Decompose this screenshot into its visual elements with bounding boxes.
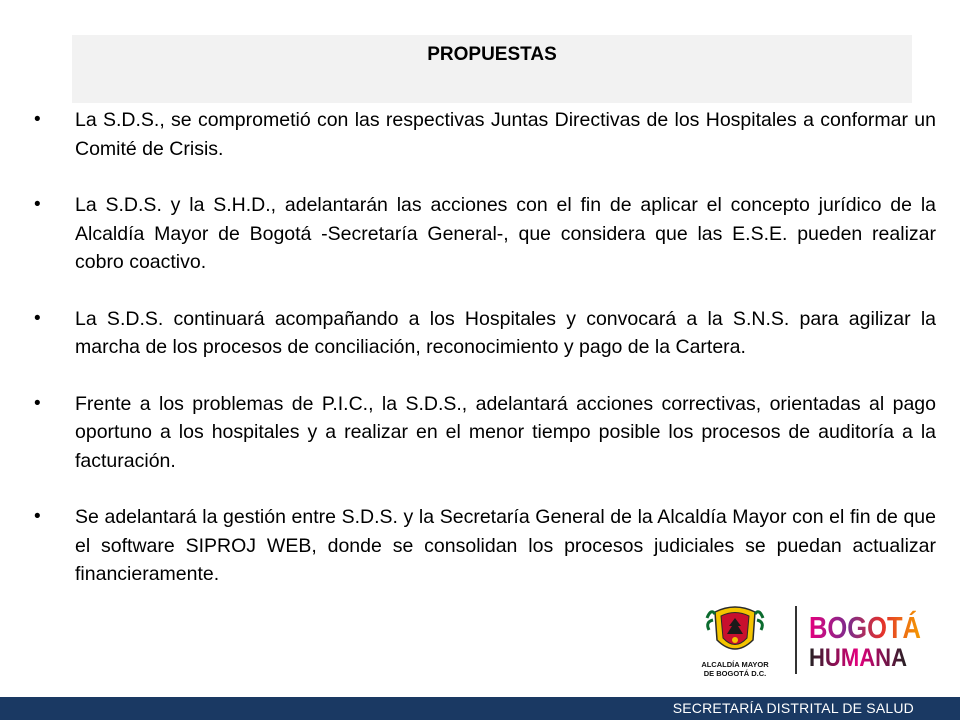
coat-of-arms-icon	[685, 600, 785, 660]
logos-area	[685, 600, 935, 686]
bullet-icon: •	[34, 307, 41, 329]
escudo-caption-line2: DE BOGOTÁ D.C.	[703, 669, 767, 678]
list-item-text: Se adelantará la gestión entre S.D.S. y la Secretaría General de la Alcaldía Mayor con el fin de que el software SIPROJ WEB, donde se consolidan los procesos judiciales se puedan actualizar financieramente.	[75, 506, 936, 585]
list-item	[34, 106, 936, 163]
list-item	[34, 305, 936, 362]
list-item-text: La S.D.S. y la S.H.D., adelantarán las acciones con el fin de aplicar el concepto jurídico de la Alcaldía Mayor de Bogotá -Secretaría General-, que considera que las E.S.E. pueden realizar cobro coactivo.	[75, 194, 936, 273]
list-item	[34, 191, 936, 277]
list-item-text: Frente a los problemas de P.I.C., la S.D.S., adelantará acciones correctivas, orientadas al pago oportuno a los hospitales y a realizar en el menor tiempo posible los procesos de auditoría a la facturación.	[75, 392, 936, 472]
title-box	[72, 35, 912, 103]
proposals-list	[34, 106, 936, 617]
bullet-icon: •	[34, 194, 41, 215]
bullet-icon: •	[34, 392, 41, 414]
bullet-icon: •	[34, 109, 41, 130]
bullet-icon: •	[34, 506, 41, 527]
escudo-caption-line1: ALCALDÍA MAYOR	[701, 660, 769, 669]
list-item	[34, 503, 936, 589]
bogota-humana-logo	[807, 604, 927, 676]
list-item-text: La S.D.S. continuará acompañando a los Hospitales y convocará a la S.N.S. para agilizar la marcha de los procesos de conciliación, reconocimiento y pago de la Cartera.	[75, 307, 936, 358]
escudo-caption	[685, 660, 785, 678]
logo-divider	[795, 606, 797, 674]
list-item-text: La S.D.S., se comprometió con las respectivas Juntas Directivas de los Hospitales a conformar un Comité de Crisis.	[75, 109, 936, 160]
footer-text: SECRETARÍA DISTRITAL DE SALUD	[672, 700, 914, 716]
page-title: PROPUESTAS	[427, 44, 557, 65]
footer-bar	[0, 697, 960, 720]
list-item	[34, 390, 936, 476]
humana-text: HUMANA	[809, 644, 907, 672]
bogota-text: BOGOTÁ	[809, 610, 921, 645]
